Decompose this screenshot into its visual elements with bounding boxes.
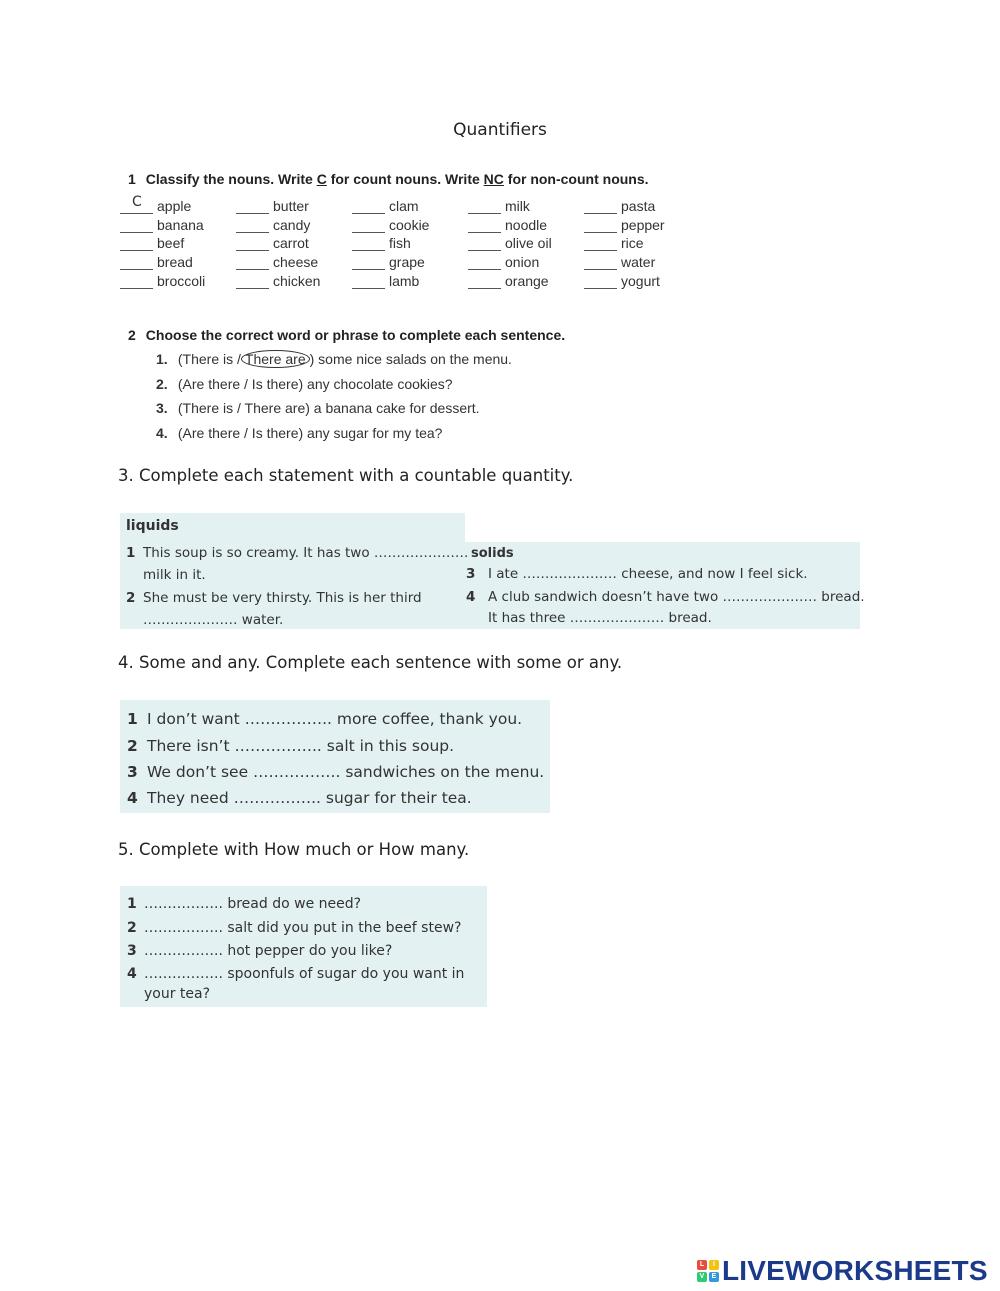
noun-cell <box>120 214 236 233</box>
noun-word: apple <box>157 197 192 214</box>
noun-cell <box>236 233 352 252</box>
noun-word: milk <box>505 197 530 214</box>
section3-title: 3. Complete each statement with a countable quantity. <box>118 466 574 485</box>
noun-word: grape <box>389 254 425 271</box>
answer-blank[interactable] <box>120 275 153 289</box>
answer-blank[interactable] <box>120 237 153 251</box>
solid-item-4-cont[interactable]: It has three ………………… bread. <box>488 610 712 626</box>
how-much-item-4-cont: your tea? <box>144 986 211 1002</box>
noun-cell <box>468 195 584 214</box>
section1-heading: 1 Classify the nouns. Write C for count nouns. Write NC for non-count nouns. <box>128 171 649 187</box>
noun-word: clam <box>389 197 419 214</box>
noun-cell <box>352 270 468 289</box>
list-item: 1. (There is / There are ) some nice salads on the menu. <box>156 351 512 367</box>
noun-word: olive oil <box>505 235 552 252</box>
noun-cell <box>120 270 236 289</box>
noun-word: chicken <box>273 272 321 289</box>
noun-row <box>120 233 700 252</box>
noun-word: lamb <box>389 272 420 289</box>
noun-cell <box>236 251 352 270</box>
noun-word: pasta <box>621 197 656 214</box>
how-much-item-3[interactable]: 3 …………….. hot pepper do you like? <box>127 943 393 959</box>
liquid-item-2-cont[interactable]: ………………… water. <box>143 612 284 628</box>
noun-cell <box>468 233 584 252</box>
noun-word: carrot <box>273 235 309 252</box>
solid-item-3[interactable]: 3 I ate ………………… cheese, and now I feel sick. <box>466 566 808 582</box>
noun-cell <box>584 251 700 270</box>
noun-cell <box>352 214 468 233</box>
answer-blank[interactable] <box>236 256 269 270</box>
noun-cell <box>120 251 236 270</box>
answer-blank[interactable] <box>120 193 153 214</box>
section2-list <box>156 351 512 449</box>
noun-word: rice <box>621 235 644 252</box>
noun-word: orange <box>505 272 549 289</box>
noun-word: pepper <box>621 216 665 233</box>
noun-cell <box>584 214 700 233</box>
logo-icon <box>697 1260 719 1282</box>
section2-heading: 2 Choose the correct word or phrase to complete each sentence. <box>128 327 566 343</box>
solid-item-4[interactable]: 4 A club sandwich doesn’t have two ………………… bread. <box>466 589 865 605</box>
answer-blank[interactable] <box>352 237 385 251</box>
answer-blank[interactable] <box>236 237 269 251</box>
answer-blank[interactable] <box>120 256 153 270</box>
logo-block: L <box>697 1260 707 1270</box>
some-any-item-3[interactable]: 3 We don’t see …………….. sandwiches on the menu. <box>127 763 545 781</box>
answer-blank[interactable] <box>584 237 617 251</box>
answer-blank[interactable] <box>352 256 385 270</box>
answer-blank[interactable] <box>468 219 501 233</box>
noun-cell <box>584 270 700 289</box>
answer-blank[interactable] <box>468 237 501 251</box>
noun-cell <box>468 214 584 233</box>
answer-blank[interactable] <box>236 275 269 289</box>
noun-cell <box>352 195 468 214</box>
liquid-item-2: 2 She must be very thirsty. This is her third <box>126 590 422 606</box>
answer-blank[interactable] <box>236 200 269 214</box>
noun-word: fish <box>389 235 411 252</box>
noun-cell <box>352 251 468 270</box>
answer-blank[interactable] <box>352 219 385 233</box>
some-any-item-2[interactable]: 2 There isn’t …………….. salt in this soup. <box>127 737 455 755</box>
noun-cell <box>468 251 584 270</box>
noun-cell <box>584 195 700 214</box>
noun-cell <box>236 195 352 214</box>
how-much-item-4[interactable]: 4 …………….. spoonfuls of sugar do you want in <box>127 966 465 982</box>
some-any-item-1[interactable]: 1 I don’t want …………….. more coffee, thank you. <box>127 710 523 728</box>
liquid-item-1[interactable]: 1 This soup is so creamy. It has two ………………… <box>126 545 469 561</box>
noun-word: butter <box>273 197 309 214</box>
solids-label: solids <box>471 546 514 561</box>
noun-row <box>120 251 700 270</box>
noun-word: water <box>621 254 656 271</box>
answer-blank[interactable] <box>468 200 501 214</box>
noun-word: noodle <box>505 216 548 233</box>
list-item: 4. (Are there / Is there) any sugar for my tea? <box>156 424 443 441</box>
example-answer: C <box>132 193 142 210</box>
answer-blank[interactable] <box>352 275 385 289</box>
answer-blank[interactable] <box>584 200 617 214</box>
logo-text: LIVEWORKSHEETS <box>722 1255 988 1286</box>
noun-grid <box>120 195 700 289</box>
noun-row <box>120 214 700 233</box>
section1-number: 1 <box>128 171 136 187</box>
answer-blank[interactable] <box>120 219 153 233</box>
noun-word: cheese <box>273 254 319 271</box>
noun-cell <box>120 233 236 252</box>
answer-blank[interactable] <box>584 219 617 233</box>
noun-cell <box>120 195 236 214</box>
answer-blank[interactable] <box>352 200 385 214</box>
noun-cell <box>236 214 352 233</box>
list-item: 3. (There is / There are) a banana cake for dessert. <box>156 400 480 416</box>
noun-word: banana <box>157 216 204 233</box>
noun-cell <box>584 233 700 252</box>
liquid-item-1-cont: milk in it. <box>143 567 206 583</box>
logo-block: E <box>709 1272 719 1282</box>
answer-blank[interactable] <box>236 219 269 233</box>
noun-word: onion <box>505 254 540 271</box>
section5-title: 5. Complete with How much or How many. <box>118 840 470 859</box>
noun-row <box>120 195 700 214</box>
logo-block: I <box>709 1260 719 1270</box>
noun-word: bread <box>157 254 193 271</box>
page-title: Quantifiers <box>453 120 547 140</box>
answer-blank[interactable] <box>468 256 501 270</box>
how-much-item-2[interactable]: 2 …………….. salt did you put in the beef stew? <box>127 920 462 936</box>
noun-word: beef <box>157 235 185 252</box>
section4-title: 4. Some and any. Complete each sentence with some or any. <box>118 653 623 672</box>
answer-blank[interactable] <box>584 275 617 289</box>
some-any-item-4[interactable]: 4 They need …………….. sugar for their tea. <box>127 789 472 807</box>
noun-word: broccoli <box>157 272 206 289</box>
noun-cell <box>352 233 468 252</box>
list-item: 2. (Are there / Is there) any chocolate cookies? <box>156 375 453 392</box>
noun-row <box>120 270 700 289</box>
noun-cell <box>468 270 584 289</box>
liveworksheets-logo <box>697 1255 988 1287</box>
noun-word: yogurt <box>621 272 660 289</box>
answer-blank[interactable] <box>468 275 501 289</box>
answer-blank[interactable] <box>584 256 617 270</box>
noun-word: cookie <box>389 216 430 233</box>
noun-cell <box>236 270 352 289</box>
liquids-label: liquids <box>126 518 179 534</box>
noun-word: candy <box>273 216 311 233</box>
how-much-item-1[interactable]: 1 …………….. bread do we need? <box>127 896 362 912</box>
logo-block: V <box>697 1272 707 1282</box>
circled-answer: There are <box>241 350 310 368</box>
